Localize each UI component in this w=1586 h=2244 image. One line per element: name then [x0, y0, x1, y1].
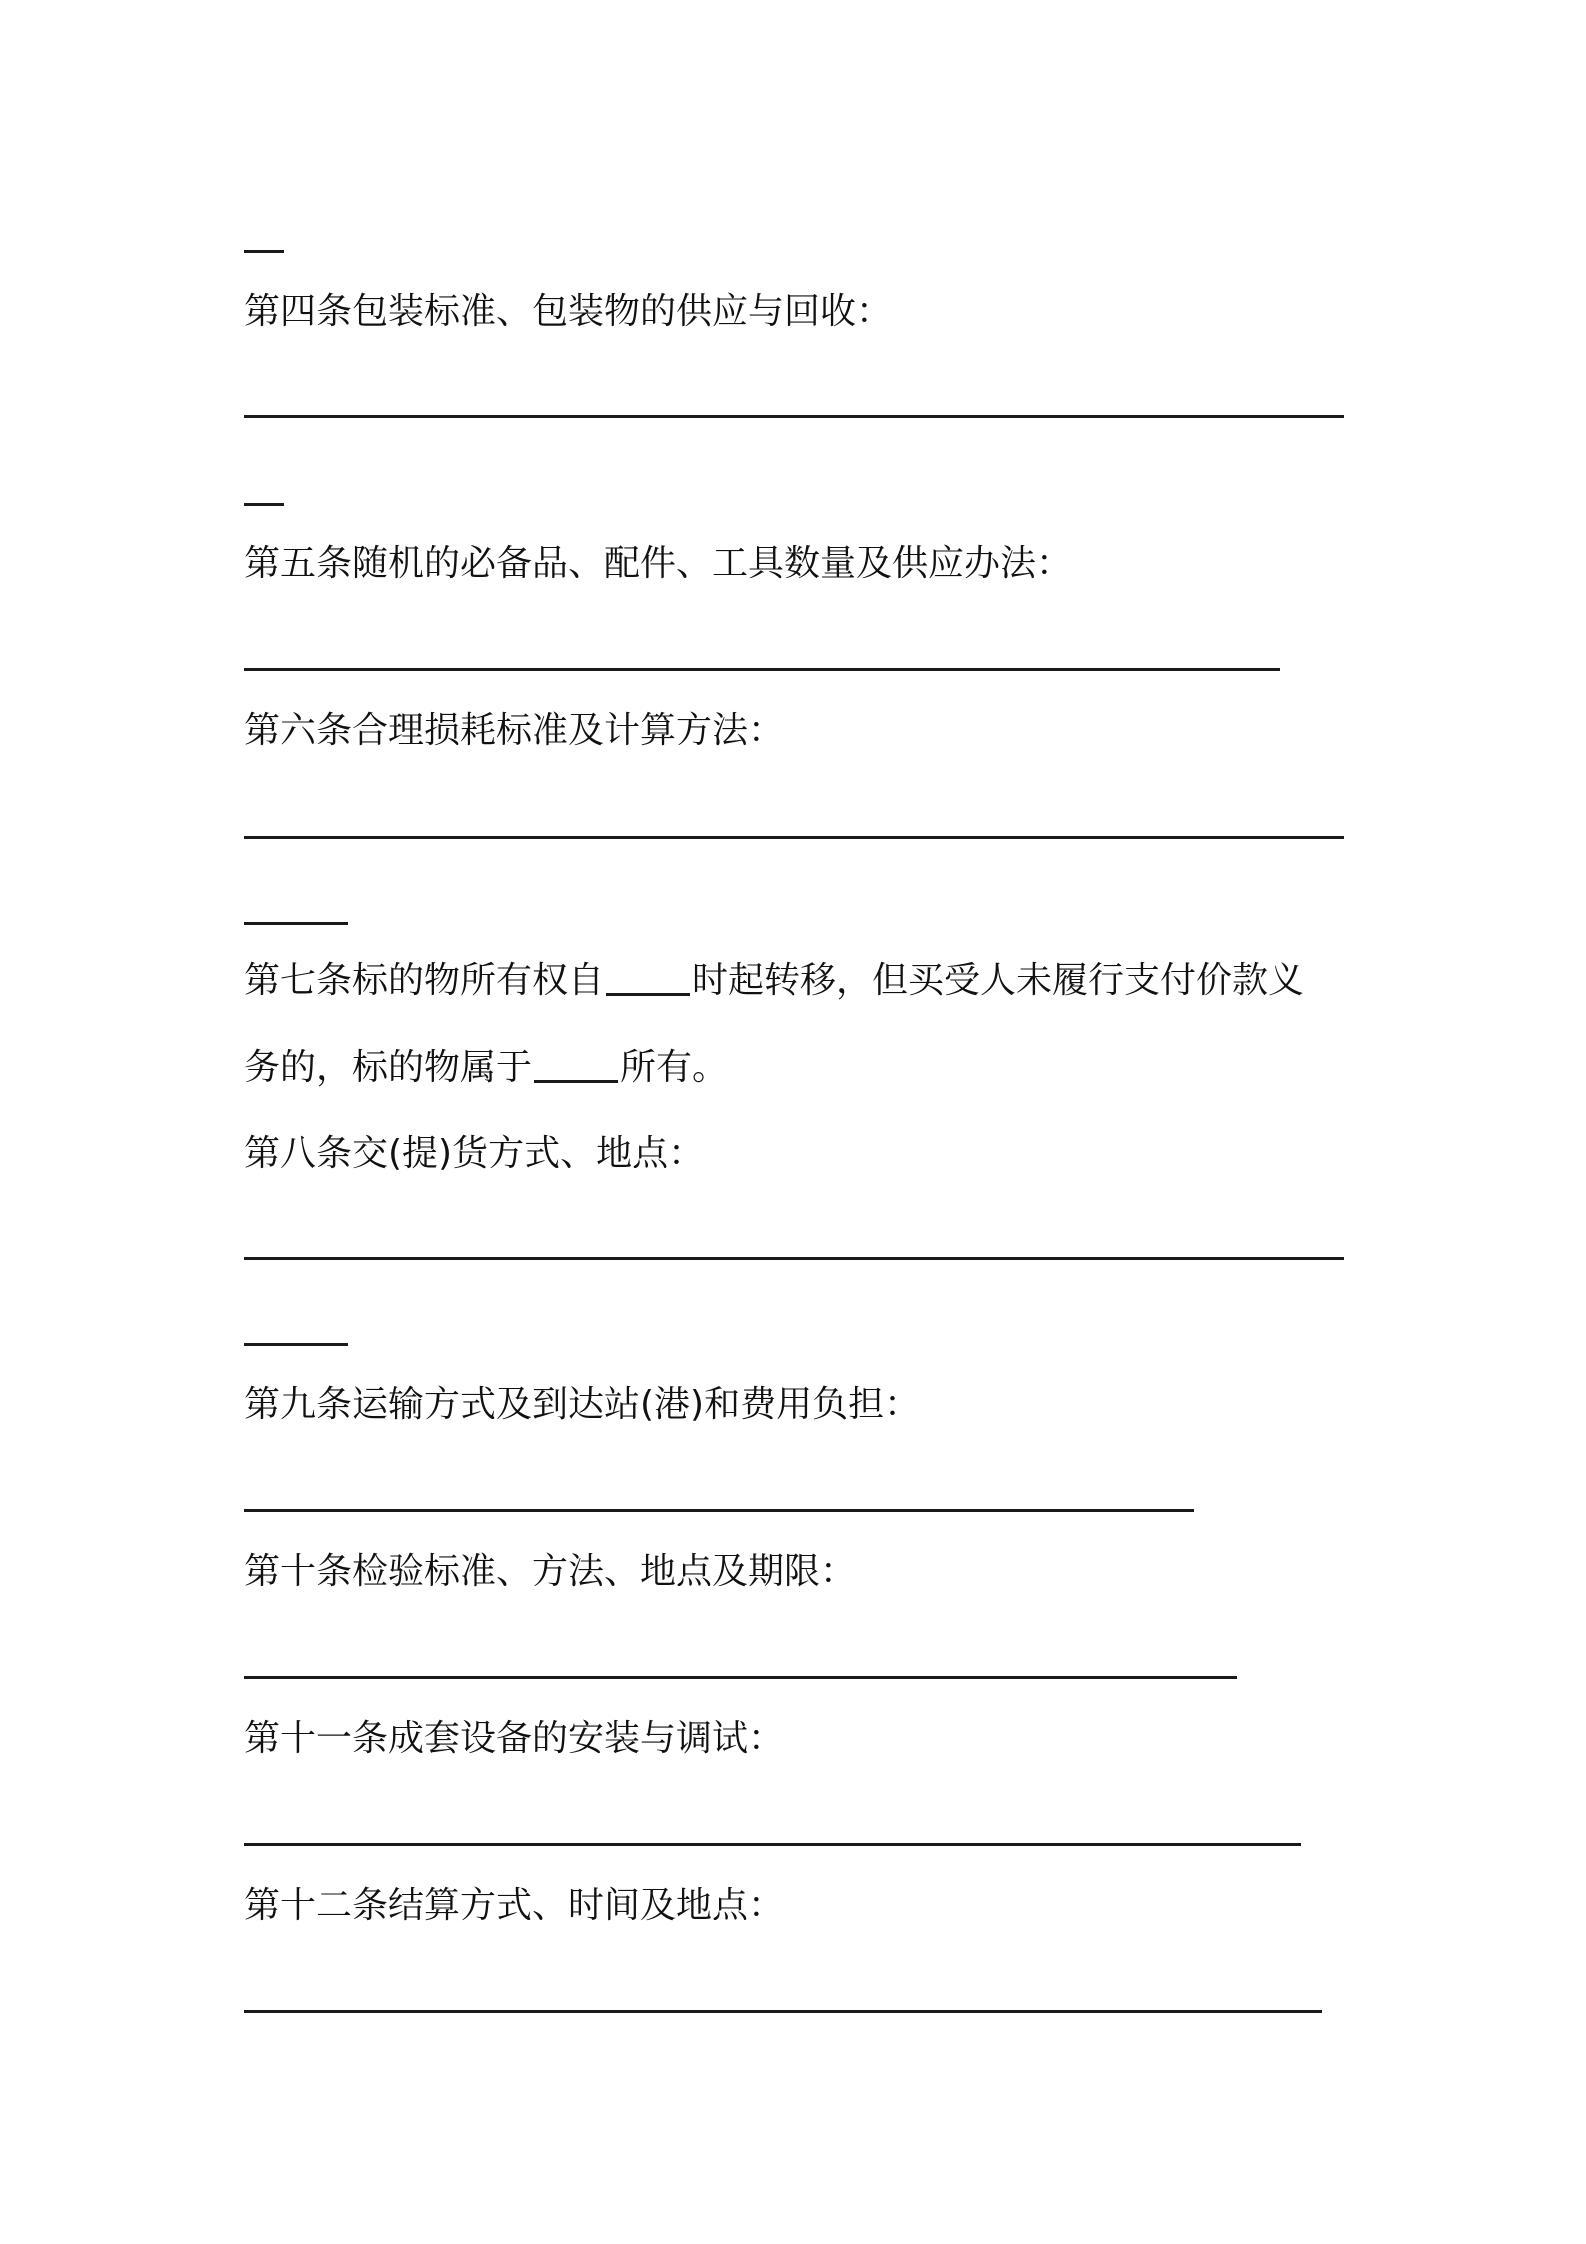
clause-4-blank-line-2[interactable] — [244, 503, 284, 506]
clause-7-text-1: 第七条标的物所有权自 — [244, 960, 605, 1001]
clause-11-label: 第十一条成套设备的安装与调试： — [244, 1718, 785, 1759]
clause-9-blank-line[interactable] — [244, 1509, 1194, 1512]
clause-7-blank-owner[interactable] — [534, 1080, 618, 1083]
clause-12-label: 第十二条结算方式、时间及地点： — [244, 1885, 785, 1926]
clause-7-text-2: 时起转移，但买受人未履行支付价款义 — [692, 960, 1305, 1001]
fill-blank-continuation[interactable] — [244, 250, 284, 253]
clause-6-blank-line-2[interactable] — [244, 922, 348, 925]
clause-4-blank-line-1[interactable] — [244, 415, 1344, 418]
clause-11-blank-line[interactable] — [244, 1843, 1301, 1846]
clause-4-label: 第四条包装标准、包装物的供应与回收： — [244, 291, 893, 332]
clause-6-label: 第六条合理损耗标准及计算方法： — [244, 710, 785, 751]
clause-7-text-4: 所有。 — [620, 1047, 729, 1088]
clause-5-label: 第五条随机的必备品、配件、工具数量及供应办法： — [244, 543, 1073, 584]
clause-8-label: 第八条交(提)货方式、地点： — [244, 1133, 705, 1174]
clause-7-blank-transfer-time[interactable] — [606, 993, 690, 996]
clause-10-blank-line[interactable] — [244, 1676, 1237, 1679]
clause-6-blank-line-1[interactable] — [244, 836, 1344, 839]
clause-7-line-2 — [244, 1044, 728, 1092]
clause-10-label: 第十条检验标准、方法、地点及期限： — [244, 1551, 857, 1592]
clause-8-blank-line-1[interactable] — [244, 1257, 1344, 1260]
clause-8-blank-line-2[interactable] — [244, 1343, 348, 1346]
clause-7-line-1 — [244, 957, 1304, 1005]
clause-9-label: 第九条运输方式及到达站(港)和费用负担： — [244, 1384, 921, 1425]
clause-5-blank-line[interactable] — [244, 668, 1280, 671]
clause-7-text-3: 务的，标的物属于 — [244, 1047, 533, 1088]
clause-12-blank-line[interactable] — [244, 2010, 1322, 2013]
